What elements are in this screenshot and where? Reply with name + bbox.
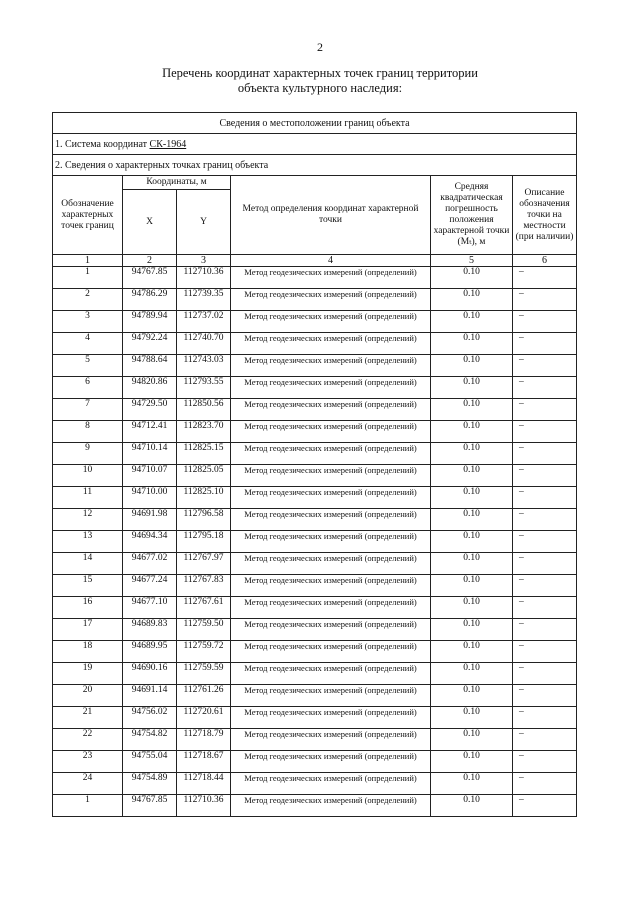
description-cell: –	[513, 487, 577, 509]
section-title-row	[53, 113, 577, 134]
table-row	[53, 267, 577, 289]
point-cell: 1	[53, 267, 123, 289]
accuracy-cell: 0.10	[431, 399, 513, 421]
method-cell: Метод геодезических измерений (определений)	[231, 597, 431, 619]
x-coordinate-cell: 94767.85	[123, 267, 177, 289]
y-coordinate-cell: 112761.26	[177, 685, 231, 707]
y-coordinate-cell: 112767.61	[177, 597, 231, 619]
point-cell: 3	[53, 311, 123, 333]
table-row	[53, 553, 577, 575]
y-coordinate-cell: 112710.36	[177, 795, 231, 817]
description-cell: –	[513, 531, 577, 553]
column-number: 2	[123, 255, 177, 267]
accuracy-cell: 0.10	[431, 773, 513, 795]
point-cell: 7	[53, 399, 123, 421]
point-cell: 22	[53, 729, 123, 751]
description-cell: –	[513, 707, 577, 729]
description-cell: –	[513, 575, 577, 597]
points-section-title: 2. Сведения о характерных точках границ объекта	[53, 155, 577, 176]
table-row	[53, 575, 577, 597]
accuracy-cell: 0.10	[431, 795, 513, 817]
y-coordinate-cell: 112743.03	[177, 355, 231, 377]
point-cell: 18	[53, 641, 123, 663]
method-cell: Метод геодезических измерений (определений)	[231, 267, 431, 289]
point-cell: 8	[53, 421, 123, 443]
description-cell: –	[513, 663, 577, 685]
y-coordinate-cell: 112759.59	[177, 663, 231, 685]
point-cell: 2	[53, 289, 123, 311]
point-cell: 13	[53, 531, 123, 553]
method-cell: Метод геодезических измерений (определений)	[231, 729, 431, 751]
table-row	[53, 487, 577, 509]
point-cell: 12	[53, 509, 123, 531]
method-cell: Метод геодезических измерений (определений)	[231, 311, 431, 333]
accuracy-cell: 0.10	[431, 333, 513, 355]
method-cell: Метод геодезических измерений (определений)	[231, 707, 431, 729]
y-coordinate-cell: 112795.18	[177, 531, 231, 553]
header-x: X	[123, 190, 177, 255]
section-title: Сведения о местоположении границ объекта	[53, 113, 577, 134]
accuracy-cell: 0.10	[431, 509, 513, 531]
point-cell: 10	[53, 465, 123, 487]
column-number: 4	[231, 255, 431, 267]
point-cell: 20	[53, 685, 123, 707]
description-cell: –	[513, 289, 577, 311]
x-coordinate-cell: 94754.82	[123, 729, 177, 751]
accuracy-cell: 0.10	[431, 421, 513, 443]
method-cell: Метод геодезических измерений (определений)	[231, 685, 431, 707]
y-coordinate-cell: 112793.55	[177, 377, 231, 399]
table-row	[53, 663, 577, 685]
table-row	[53, 465, 577, 487]
column-number-row	[53, 255, 577, 267]
method-cell: Метод геодезических измерений (определений)	[231, 795, 431, 817]
method-cell: Метод геодезических измерений (определений)	[231, 487, 431, 509]
x-coordinate-cell: 94691.14	[123, 685, 177, 707]
method-cell: Метод геодезических измерений (определений)	[231, 553, 431, 575]
point-cell: 11	[53, 487, 123, 509]
x-coordinate-cell: 94767.85	[123, 795, 177, 817]
description-cell: –	[513, 773, 577, 795]
y-coordinate-cell: 112850.56	[177, 399, 231, 421]
description-cell: –	[513, 333, 577, 355]
point-cell: 1	[53, 795, 123, 817]
x-coordinate-cell: 94729.50	[123, 399, 177, 421]
accuracy-cell: 0.10	[431, 641, 513, 663]
x-coordinate-cell: 94756.02	[123, 707, 177, 729]
accuracy-cell: 0.10	[431, 355, 513, 377]
method-cell: Метод геодезических измерений (определений)	[231, 377, 431, 399]
coord-system-prefix: 1. Система координат	[55, 138, 150, 150]
description-cell: –	[513, 597, 577, 619]
method-cell: Метод геодезических измерений (определений)	[231, 663, 431, 685]
accuracy-cell: 0.10	[431, 311, 513, 333]
table-row	[53, 531, 577, 553]
description-cell: –	[513, 553, 577, 575]
accuracy-cell: 0.10	[431, 377, 513, 399]
method-cell: Метод геодезических измерений (определений)	[231, 355, 431, 377]
y-coordinate-cell: 112759.72	[177, 641, 231, 663]
table-row	[53, 377, 577, 399]
y-coordinate-cell: 112740.70	[177, 333, 231, 355]
point-cell: 24	[53, 773, 123, 795]
point-cell: 19	[53, 663, 123, 685]
x-coordinate-cell: 94754.89	[123, 773, 177, 795]
x-coordinate-cell: 94792.24	[123, 333, 177, 355]
header-description: Описание обозначения точки на местности (при наличии)	[513, 176, 577, 255]
coord-system-cell	[53, 134, 577, 155]
point-cell: 17	[53, 619, 123, 641]
y-coordinate-cell: 112759.50	[177, 619, 231, 641]
accuracy-cell: 0.10	[431, 751, 513, 773]
method-cell: Метод геодезических измерений (определений)	[231, 465, 431, 487]
accuracy-cell: 0.10	[431, 663, 513, 685]
description-cell: –	[513, 355, 577, 377]
method-cell: Метод геодезических измерений (определений)	[231, 773, 431, 795]
x-coordinate-cell: 94788.64	[123, 355, 177, 377]
description-cell: –	[513, 465, 577, 487]
y-coordinate-cell: 112710.36	[177, 267, 231, 289]
method-cell: Метод геодезических измерений (определений)	[231, 333, 431, 355]
title-line-1: Перечень координат характерных точек границ территории	[162, 66, 478, 80]
y-coordinate-cell: 112767.83	[177, 575, 231, 597]
x-coordinate-cell: 94689.95	[123, 641, 177, 663]
description-cell: –	[513, 443, 577, 465]
accuracy-cell: 0.10	[431, 443, 513, 465]
points-section-row	[53, 155, 577, 176]
accuracy-cell: 0.10	[431, 575, 513, 597]
point-cell: 21	[53, 707, 123, 729]
page-number: 2	[317, 40, 323, 54]
header-row-top	[53, 176, 577, 190]
x-coordinate-cell: 94691.98	[123, 509, 177, 531]
point-cell: 15	[53, 575, 123, 597]
method-cell: Метод геодезических измерений (определений)	[231, 575, 431, 597]
method-cell: Метод геодезических измерений (определений)	[231, 509, 431, 531]
x-coordinate-cell: 94789.94	[123, 311, 177, 333]
header-y: Y	[177, 190, 231, 255]
x-coordinate-cell: 94710.07	[123, 465, 177, 487]
description-cell: –	[513, 421, 577, 443]
coord-system-value: СК-1964	[149, 138, 187, 150]
y-coordinate-cell: 112720.61	[177, 707, 231, 729]
accuracy-cell: 0.10	[431, 685, 513, 707]
table-row	[53, 795, 577, 817]
table-row	[53, 751, 577, 773]
description-cell: –	[513, 641, 577, 663]
method-cell: Метод геодезических измерений (определений)	[231, 641, 431, 663]
table-row	[53, 399, 577, 421]
method-cell: Метод геодезических измерений (определений)	[231, 531, 431, 553]
column-number: 3	[177, 255, 231, 267]
x-coordinate-cell: 94677.24	[123, 575, 177, 597]
table-row	[53, 707, 577, 729]
y-coordinate-cell: 112718.67	[177, 751, 231, 773]
y-coordinate-cell: 112737.02	[177, 311, 231, 333]
y-coordinate-cell: 112767.97	[177, 553, 231, 575]
accuracy-cell: 0.10	[431, 465, 513, 487]
description-cell: –	[513, 399, 577, 421]
y-coordinate-cell: 112825.10	[177, 487, 231, 509]
accuracy-cell: 0.10	[431, 267, 513, 289]
y-coordinate-cell: 112825.05	[177, 465, 231, 487]
method-cell: Метод геодезических измерений (определений)	[231, 421, 431, 443]
point-cell: 6	[53, 377, 123, 399]
table-row	[53, 355, 577, 377]
table-row	[53, 597, 577, 619]
table-row	[53, 641, 577, 663]
point-cell: 5	[53, 355, 123, 377]
accuracy-cell: 0.10	[431, 707, 513, 729]
header-accuracy: Средняя квадратическая погрешность положения характерной точки (Mₜ), м	[431, 176, 513, 255]
table-row	[53, 619, 577, 641]
x-coordinate-cell: 94820.86	[123, 377, 177, 399]
header-coordinates: Координаты, м	[123, 176, 231, 190]
accuracy-cell: 0.10	[431, 729, 513, 751]
x-coordinate-cell: 94677.10	[123, 597, 177, 619]
method-cell: Метод геодезических измерений (определений)	[231, 289, 431, 311]
table-row	[53, 289, 577, 311]
table-row	[53, 729, 577, 751]
y-coordinate-cell: 112718.44	[177, 773, 231, 795]
description-cell: –	[513, 377, 577, 399]
x-coordinate-cell: 94689.83	[123, 619, 177, 641]
table-row	[53, 421, 577, 443]
description-cell: –	[513, 685, 577, 707]
table-row	[53, 773, 577, 795]
y-coordinate-cell: 112718.79	[177, 729, 231, 751]
description-cell: –	[513, 751, 577, 773]
y-coordinate-cell: 112825.15	[177, 443, 231, 465]
point-cell: 4	[53, 333, 123, 355]
coord-system-row	[53, 134, 577, 155]
column-number: 5	[431, 255, 513, 267]
table-row	[53, 509, 577, 531]
description-cell: –	[513, 267, 577, 289]
table-row	[53, 311, 577, 333]
column-number: 6	[513, 255, 577, 267]
table-row	[53, 443, 577, 465]
x-coordinate-cell: 94710.00	[123, 487, 177, 509]
title-line-2: объекта культурного наследия:	[237, 81, 403, 95]
column-number: 1	[53, 255, 123, 267]
accuracy-cell: 0.10	[431, 531, 513, 553]
point-cell: 23	[53, 751, 123, 773]
table-row	[53, 333, 577, 355]
description-cell: –	[513, 509, 577, 531]
header-method: Метод определения координат характерной точки	[231, 176, 431, 255]
accuracy-cell: 0.10	[431, 487, 513, 509]
accuracy-cell: 0.10	[431, 597, 513, 619]
x-coordinate-cell: 94690.16	[123, 663, 177, 685]
method-cell: Метод геодезических измерений (определений)	[231, 619, 431, 641]
x-coordinate-cell: 94712.41	[123, 421, 177, 443]
y-coordinate-cell: 112823.70	[177, 421, 231, 443]
x-coordinate-cell: 94755.04	[123, 751, 177, 773]
x-coordinate-cell: 94710.14	[123, 443, 177, 465]
coordinates-table	[52, 112, 577, 817]
method-cell: Метод геодезических измерений (определений)	[231, 751, 431, 773]
description-cell: –	[513, 619, 577, 641]
accuracy-cell: 0.10	[431, 619, 513, 641]
point-cell: 16	[53, 597, 123, 619]
method-cell: Метод геодезических измерений (определений)	[231, 399, 431, 421]
description-cell: –	[513, 311, 577, 333]
x-coordinate-cell: 94677.02	[123, 553, 177, 575]
y-coordinate-cell: 112739.35	[177, 289, 231, 311]
x-coordinate-cell: 94694.34	[123, 531, 177, 553]
description-cell: –	[513, 729, 577, 751]
accuracy-cell: 0.10	[431, 553, 513, 575]
x-coordinate-cell: 94786.29	[123, 289, 177, 311]
point-cell: 9	[53, 443, 123, 465]
method-cell: Метод геодезических измерений (определений)	[231, 443, 431, 465]
accuracy-cell: 0.10	[431, 289, 513, 311]
point-cell: 14	[53, 553, 123, 575]
table-row	[53, 685, 577, 707]
document-title	[100, 66, 540, 96]
header-point-designation: Обозначение характерных точек границ	[53, 176, 123, 255]
y-coordinate-cell: 112796.58	[177, 509, 231, 531]
description-cell: –	[513, 795, 577, 817]
